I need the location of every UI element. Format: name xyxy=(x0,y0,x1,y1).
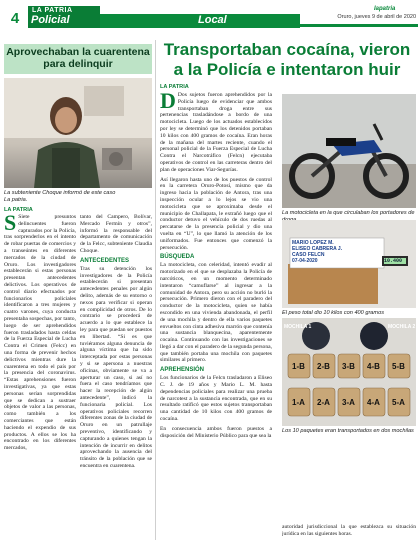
package-label: 1-B xyxy=(292,362,305,371)
packages-photo xyxy=(282,318,416,426)
sidebar-col2-text-b: Tras su detención los investigadores de la Policía establecerán si presentan antecedentes penales por algún delito, además de su entorno o nexos para verificar si operan en complicidad de otros. De lo contrario se procederá de acuerdo a lo que establece la ley para que puedan ser puestos en libertad. “Si es que tuviéramos alguna denuncia de alguna víctima que ha sido interceptada por estas personas y si se apersona a nuestras oficinas, obviamente se va a aperturar un caso, si así no fuera el caso tendríamos que hacer la recepción de algún antecedente”, indicó la funcionaria policial. Los operativos policiales recorren diferentes zonas de la ciudad de Oruro en un patrullaje preventivo, identificando y capturando a quienes tengan la intención de incurrir en delitos aprovechando la ausencia del tránsito de la población que se encuentra en cuarentena. xyxy=(80,265,152,469)
article-kicker: LA PATRIA xyxy=(160,84,189,90)
brand-section: Policial xyxy=(31,14,70,26)
article-paragraph-4: Los funcionarios de la Felcn trasladaron a Eliseo C. J. de 19 años y Mario L. M. hasta dependencias policiales para realizar una prueba de narcotest a la sustancia encontrada, que en su resultado ratificó que estos sujetos transportaban una cantidad de 10 kilos con 400 gramos de cocaína. xyxy=(160,375,272,423)
section-label: Local xyxy=(198,14,227,26)
column-divider xyxy=(155,40,156,540)
dateline: Oruro, jueves 9 de abril de 2020 xyxy=(337,14,416,20)
package-label: 1-A xyxy=(292,398,305,407)
sidebar-caption-credit: La patria. xyxy=(4,197,28,203)
sidebar-headline: Aprovechaban la cuarentena para delinquir xyxy=(6,46,150,70)
header-brand-right: lapatria xyxy=(374,6,396,12)
caption-motorcycle: La motocicleta en la que circulaban los portadores de xyxy=(282,210,415,216)
package-label: 3-B xyxy=(342,362,355,371)
sidebar-col1-text: Siete presuntos delincuentes fueron capturados por la Policía, tras sorprenderlos en el intento de robar puertas de comercios y a transeúntes en diferentes mercados de la ciudad de Oruro. Los investigadores establecerán si estas personas presentan antecedentes delictivos. Los operativos de control diario efectuados por funcionarios policiales identificaron a tres mujeres y cuatro varones, cuya conducta presentaba sospechas, por tanto, luego de ser aprehendidos fueron trasladados hasta celdas de la Fuerza Especial de Lucha Contra el Crimen (Felcc) en una forma de prevenir hechos delictivos mientras dure la cuarentena en todo el país por la presencia del coronavirus. “Estas aprehensiones fueron investigativas, ya que estas personas serían sorprendidas que se dedican a sustraer objetos de valor a las personas, como también a los comerciantes que están haciendo el expendio de sus productos. A ellos se los ha encontrado en los diferentes mercados, xyxy=(4,214,76,452)
article-paragraph-2: Así llegaron hasta uno de los puestos de control en la carretera Oruro-Potosí, mismo que da ingreso hacia la población de Antora, tras una inspección ocular a lo lejos se vio una motocicleta que se aproximaba desde el municipio de Challapata, le extrañó luego que el conductor detuvo el vehículo de dos ruedas al percatarse de la presencia policial y dio una vuelta en “U”, lo que llamó la atención de los uniformados. Fue entonces que comenzó la persecución. xyxy=(160,176,272,251)
article-column-1 xyxy=(160,92,272,542)
caption-scale: El peso total dio 10 kilos con 400 gramos xyxy=(282,310,384,316)
article-paragraph-6: autoridad jurisdiccional la que establezca su situación jurídica en las siguientes horas. xyxy=(282,524,416,537)
article-intro: Dos sujetos fueron aprehendidos por la Policía luego de evidenciar que ambos transportaban droga entre sus pertenencias trasladándose a bordo de una motocicleta. Luego de los actuados establecidos por ley se determinó que los detenidos portaban 10 kilos con 400 gramos de cocaína. Eran horas de la mañana del martes reciente, cuando el personal policial de la Fuerza Especial de Lucha Contra el Narcotráfico (Felcn) ejecutaba operativos de control en las carreteras dentro del plan de operaciones Viar-Segurías. xyxy=(160,92,272,173)
sidebar-photo xyxy=(4,78,152,188)
scale-illustration xyxy=(282,220,416,308)
package-label: 5-A xyxy=(392,398,405,407)
scale-photo xyxy=(282,220,416,308)
sidebar-dropcap: S xyxy=(4,214,17,235)
sidebar-column-1 xyxy=(4,214,76,542)
motorcycle-illustration xyxy=(282,94,416,208)
article-subhead-busqueda: BÚSQUEDA xyxy=(160,254,195,261)
sidebar-kicker: LA PATRIA xyxy=(4,207,33,213)
brand-name: LA PATRIA xyxy=(32,7,73,14)
motorcycle-photo xyxy=(282,94,416,208)
sidebar-photo-caption xyxy=(4,190,152,204)
sidebar-subhead: ANTECEDENTES xyxy=(80,257,130,264)
sidebar-col2-text-a: tanto del Campero, Bolívar, Mercado Fermín y otros”, informó la responsable del departamento de comunicación de la Felcc, subteniente Claudia Choque. xyxy=(80,214,152,254)
package-label: 4-B xyxy=(367,362,380,371)
article-title: Transportaban cocaína, vieron a la Policía e intentaron huir xyxy=(163,40,411,79)
bag-label-2: MOCHILA 2 xyxy=(388,324,416,330)
article-column-2-end xyxy=(282,524,416,544)
package-label: 2-B xyxy=(317,362,330,371)
caption-packages: Los 10 paquetes eran transportados en dos mochilas xyxy=(282,428,414,434)
article-paragraph-5: En consecuencia ambos fueron puestos a disposición del Ministerio Público para que sea la xyxy=(160,425,272,439)
package-label: 2-A xyxy=(317,398,330,407)
officer-photo-illustration xyxy=(4,78,152,188)
header-rule xyxy=(300,24,418,27)
article-dropcap: D xyxy=(160,92,176,113)
bag-label-1: MOCHILA 1 xyxy=(284,324,312,330)
scale-label-text: MARIO LOPEZ M. ELISEO CABRERA J. CASO FELCN 07-04-2020 xyxy=(292,240,343,264)
scale-display: 10.400 xyxy=(384,258,403,264)
package-label: 4-A xyxy=(367,398,380,407)
sidebar-column-2 xyxy=(80,214,152,542)
page-number: 4 xyxy=(6,10,24,28)
article-paragraph-3: La motocicleta, con celeridad, intentó evadir al motorizado en el que se desplazaba la Policía de narcóticos, en un momento determinado intentaron “camuflarse” al ingresar a la comunidad de Antora, pero su acción no burló la persecución. Primero dieron con el paradero del conductor de la motocicleta, quien se había escondido en una vivienda abandonada, el perfil de una mochila y dentro de ella varios paquetes envueltos con cinta adhesiva marrón que contenía una sustancia blanquecina, aparentemente cocaína. Continuando con las investigaciones se llegó a dar con el paradero de la segunda persona, que también portaba una mochila con paquetes similares al primero. xyxy=(160,262,272,364)
package-label: 3-A xyxy=(342,398,355,407)
package-label: 5-B xyxy=(392,362,405,371)
packages-illustration xyxy=(282,318,416,426)
article-subhead-aprehension: APREHENSIÓN xyxy=(160,367,205,374)
sidebar-caption-text: La subteniente Choque informó de este caso xyxy=(4,190,116,196)
